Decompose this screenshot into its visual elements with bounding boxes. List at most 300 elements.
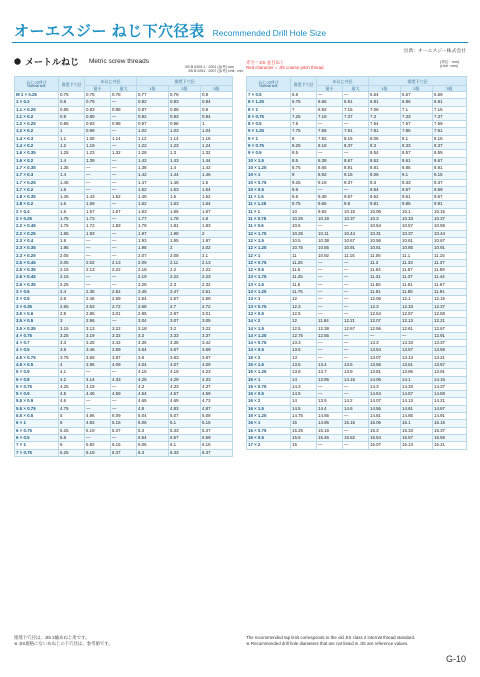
thread-size-cell: 2.3 × 0.35 [15, 245, 59, 252]
value-cell: 2.02 [85, 259, 111, 266]
value-cell: 5.37 [201, 427, 233, 434]
value-cell: 2.13 [111, 259, 137, 266]
value-cell: 5.1 [169, 420, 201, 427]
value-cell: 7.65 [317, 128, 343, 135]
value-cell: — [111, 201, 137, 208]
value-cell: 11.61 [401, 281, 433, 288]
value-cell: 5.09 [201, 413, 233, 420]
value-cell: 14.15 [343, 376, 369, 383]
value-cell: 3.5 [59, 347, 85, 354]
value-cell: 14.4 [317, 405, 343, 412]
value-cell: 1.08 [85, 135, 111, 142]
thread-size-cell: 12 × 1.25 [247, 245, 291, 252]
value-cell: 4.33 [169, 383, 201, 390]
value-cell: 11.15 [433, 252, 467, 259]
value-cell: 12.15 [433, 296, 467, 303]
thread-size-cell: 1.8 × 0.2 [15, 201, 59, 208]
value-cell: 3.01 [111, 310, 137, 317]
value-cell: 12.21 [433, 318, 467, 325]
value-cell: 1.45 [59, 179, 85, 186]
table-row [15, 201, 233, 208]
table-row [15, 310, 233, 317]
thread-size-cell: 9 × 1 [247, 135, 291, 142]
value-cell: 4.73 [201, 398, 233, 405]
table-row [15, 427, 233, 434]
value-cell: 3.87 [201, 354, 233, 361]
value-cell: 1.5 [169, 194, 201, 201]
value-cell: 8.91 [433, 164, 467, 171]
value-cell: 10.92 [317, 252, 343, 259]
value-cell: 1.52 [201, 194, 233, 201]
value-cell: 9.5 [291, 194, 317, 201]
value-cell: 1.63 [137, 208, 169, 215]
value-cell: 11.57 [401, 267, 433, 274]
value-cell: 7.59 [433, 121, 467, 128]
value-cell: — [343, 92, 369, 99]
value-cell: 11.15 [343, 252, 369, 259]
value-cell: 15.07 [369, 442, 401, 449]
value-cell: 7.19 [317, 113, 343, 120]
table-row [15, 143, 233, 150]
thread-size-cell: 8 × 1 [247, 106, 291, 113]
table-row [15, 230, 233, 237]
value-cell: — [111, 128, 137, 135]
value-cell: 2.4 [59, 289, 85, 296]
value-cell: 4.69 [169, 398, 201, 405]
header-recommended-grade: 推奨下穴径 [369, 77, 467, 86]
table-row [247, 230, 467, 237]
value-cell: 11.33 [401, 259, 433, 266]
value-cell: 5.54 [137, 434, 169, 441]
value-cell: 1.22 [137, 143, 169, 150]
value-cell: 3.38 [169, 340, 201, 347]
thread-size-cell: 4.5 × 0.75 [15, 354, 59, 361]
thread-size-cell: 3.5 × 0.35 [15, 325, 59, 332]
value-cell: 9.3 [369, 179, 401, 186]
section-title-en: Metric screw threads [89, 58, 149, 65]
table-row [15, 442, 233, 449]
value-cell: 1.79 [137, 223, 169, 230]
table-row [247, 223, 467, 230]
value-cell: 10.91 [433, 245, 467, 252]
value-cell: — [343, 383, 369, 390]
table-row [247, 318, 467, 325]
value-cell: 3.07 [169, 318, 201, 325]
value-cell: — [369, 332, 401, 339]
page-number: G-10 [445, 654, 466, 664]
value-cell: 1.72 [85, 223, 111, 230]
value-cell: — [111, 281, 137, 288]
value-cell: 15.54 [369, 434, 401, 441]
value-cell: 8.38 [317, 157, 343, 164]
thread-size-cell: 15 × 1.5 [247, 361, 291, 368]
value-cell: 15.3 [369, 427, 401, 434]
value-cell: 14.56 [369, 405, 401, 412]
value-cell: 1.93 [137, 237, 169, 244]
value-cell: 2.9 [59, 310, 85, 317]
value-cell: — [317, 340, 343, 347]
value-cell: 10.67 [343, 237, 369, 244]
value-cell: 2.19 [137, 274, 169, 281]
value-cell: 13.33 [401, 340, 433, 347]
value-cell: 12.54 [369, 310, 401, 317]
value-cell: 1.5 [59, 186, 85, 193]
value-cell: 15 [291, 420, 317, 427]
table-row [15, 252, 233, 259]
value-cell: 12.38 [317, 325, 343, 332]
value-cell: 9.52 [369, 194, 401, 201]
title-rule [12, 42, 468, 43]
value-cell: 9 [291, 172, 317, 179]
value-cell: 14.85 [401, 413, 433, 420]
value-cell: 2.28 [137, 281, 169, 288]
value-cell: 1.35 [59, 164, 85, 171]
value-cell: — [343, 121, 369, 128]
unit-line: mm [228, 65, 234, 69]
value-cell: 11.91 [433, 289, 467, 296]
thread-size-cell: 7 × 1 [15, 442, 59, 449]
value-cell: 8.54 [369, 150, 401, 157]
value-cell: 6.91 [433, 99, 467, 106]
value-cell: 14.61 [401, 405, 433, 412]
value-cell: 1.62 [137, 201, 169, 208]
value-cell: 4.25 [59, 383, 85, 390]
thread-size-cell: 4 × 0.75 [15, 332, 59, 339]
table-row [15, 99, 233, 106]
thread-size-cell: 12 × 1.75 [247, 230, 291, 237]
thread-size-cell: 15 × 0.5 [247, 391, 291, 398]
value-cell: 4.3 [137, 383, 169, 390]
value-cell: 2.46 [85, 296, 111, 303]
value-cell: 0.83 [85, 106, 111, 113]
table-row [247, 179, 467, 186]
value-cell: 14.37 [433, 383, 467, 390]
value-cell: 4.09 [201, 361, 233, 368]
value-cell: 8.06 [369, 135, 401, 142]
value-cell: 3.57 [169, 347, 201, 354]
thread-size-cell: 5 × 0.75 [15, 383, 59, 390]
table-row [15, 150, 233, 157]
value-cell: 10.57 [401, 223, 433, 230]
value-cell: — [317, 92, 343, 99]
thread-size-cell: 14 × 1.25 [247, 332, 291, 339]
value-cell: 8.92 [317, 172, 343, 179]
value-cell: 4.5 [59, 391, 85, 398]
value-cell: 1.77 [137, 216, 169, 223]
value-cell: 6.37 [201, 449, 233, 456]
value-cell: 3.19 [85, 332, 111, 339]
value-cell: 10.5 [291, 237, 317, 244]
value-cell: 5.57 [169, 434, 201, 441]
table-row [247, 274, 467, 281]
value-cell: 5.15 [111, 420, 137, 427]
value-cell: 12.59 [433, 310, 467, 317]
value-cell: 5.3 [137, 427, 169, 434]
value-cell: — [343, 340, 369, 347]
thread-size-cell: 1.8 × 0.35 [15, 194, 59, 201]
value-cell: 1.83 [201, 223, 233, 230]
table-row [247, 332, 467, 339]
value-cell: 1.9 [59, 237, 85, 244]
value-cell: — [343, 259, 369, 266]
table-row [15, 398, 233, 405]
thread-size-cell: 8 × 0.75 [247, 113, 291, 120]
value-cell: 1.48 [137, 194, 169, 201]
value-cell: — [343, 347, 369, 354]
value-cell: 0.9 [201, 106, 233, 113]
value-cell: 10.1 [401, 208, 433, 215]
value-cell: — [111, 143, 137, 150]
value-cell: 13.85 [401, 369, 433, 376]
value-cell: 1.2 [59, 143, 85, 150]
thread-size-cell: 2.6 × 0.35 [15, 281, 59, 288]
value-cell: 12.57 [401, 310, 433, 317]
value-cell: 5.25 [59, 427, 85, 434]
value-cell: 7.75 [291, 128, 317, 135]
table-row [247, 135, 467, 142]
value-cell: 13.91 [433, 369, 467, 376]
value-cell: — [111, 157, 137, 164]
value-cell: — [317, 354, 343, 361]
value-cell: 9.25 [291, 179, 317, 186]
table-row [247, 383, 467, 390]
value-cell: 1.95 [169, 237, 201, 244]
thread-size-cell: 10 × 1.25 [247, 164, 291, 171]
value-cell: — [317, 347, 343, 354]
value-cell: 3.09 [201, 318, 233, 325]
value-cell: 4.8 [137, 405, 169, 412]
table-row [15, 274, 233, 281]
value-cell: 0.89 [85, 113, 111, 120]
value-cell: 0.97 [137, 121, 169, 128]
value-cell: 6.15 [201, 442, 233, 449]
thread-size-cell: 2.3 × 0.4 [15, 237, 59, 244]
thread-size-cell: 1.6 × 0.35 [15, 150, 59, 157]
unit-line: (Unit : mm) [440, 64, 458, 69]
page-subtitle: Recommended Drill Hole Size [212, 28, 327, 38]
thread-size-cell: 1.4 × 0.2 [15, 143, 59, 150]
value-cell: — [343, 310, 369, 317]
value-cell: 2.05 [59, 259, 85, 266]
value-cell: 6.59 [433, 92, 467, 99]
value-cell: 15.37 [433, 427, 467, 434]
thread-size-cell: 7 × 0.75 [15, 449, 59, 456]
value-cell: 10.19 [317, 216, 343, 223]
value-cell: 10.44 [433, 230, 467, 237]
value-cell: 4.59 [201, 391, 233, 398]
table-row [15, 318, 233, 325]
value-cell: — [317, 289, 343, 296]
value-cell: 13.56 [369, 361, 401, 368]
value-cell: 1.57 [85, 208, 111, 215]
value-cell: 4.87 [201, 405, 233, 412]
standard-line: JIS B 0209-1 : 2001 (参考) [184, 65, 227, 69]
value-cell: — [343, 223, 369, 230]
thread-size-cell: 10 × 0.5 [247, 186, 291, 193]
value-cell: 10.65 [317, 245, 343, 252]
value-cell: 6.81 [369, 99, 401, 106]
value-cell: 8.37 [343, 143, 369, 150]
thread-size-cell: 1 × 0.2 [15, 99, 59, 106]
value-cell: 9.15 [433, 172, 467, 179]
thread-size-cell: 1.1 × 0.2 [15, 113, 59, 120]
value-cell: 9.5 [291, 186, 317, 193]
thread-size-cell: 13 × 0.5 [247, 310, 291, 317]
value-cell: 8.15 [343, 135, 369, 142]
table-row [15, 325, 233, 332]
value-cell: 0.92 [137, 113, 169, 120]
value-cell: 4.09 [111, 361, 137, 368]
value-cell: 1.47 [137, 179, 169, 186]
value-cell: 13.57 [401, 347, 433, 354]
value-cell: 4.15 [137, 369, 169, 376]
value-cell: 10.3 [369, 216, 401, 223]
value-cell: 2.09 [137, 259, 169, 266]
value-cell: — [111, 237, 137, 244]
value-cell: 14.65 [317, 413, 343, 420]
value-cell: — [111, 274, 137, 281]
table-row [15, 369, 233, 376]
value-cell: 10.37 [401, 230, 433, 237]
footer-note-left [14, 635, 113, 646]
value-cell: 1.65 [169, 208, 201, 215]
value-cell: — [343, 296, 369, 303]
source-note: 出典：オーエスジー株式会社 [403, 49, 466, 54]
table-row [15, 128, 233, 135]
value-cell: 14.3 [369, 383, 401, 390]
value-cell: 8.85 [401, 164, 433, 171]
table-row [247, 216, 467, 223]
value-cell: 14 [291, 376, 317, 383]
table-row [15, 113, 233, 120]
value-cell: 5.37 [111, 427, 137, 434]
value-cell: — [85, 164, 111, 171]
value-cell: 4.6 [59, 398, 85, 405]
value-cell: 8.5 [291, 157, 317, 164]
table-row [15, 208, 233, 215]
value-cell: 13 [291, 354, 317, 361]
table-row [15, 296, 233, 303]
value-cell: 0.94 [201, 113, 233, 120]
value-cell: 1.43 [85, 194, 111, 201]
header-max: 最大 [111, 86, 137, 92]
value-cell: 3.18 [137, 325, 169, 332]
value-cell: — [317, 303, 343, 310]
table-row [247, 113, 467, 120]
thread-size-cell: 7 × 0.5 [247, 92, 291, 99]
table-row [247, 413, 467, 420]
value-cell: 12.91 [433, 332, 467, 339]
value-cell: — [317, 383, 343, 390]
value-cell: — [111, 245, 137, 252]
value-cell: — [85, 405, 111, 412]
thread-size-cell: 13 × 1 [247, 296, 291, 303]
header-min: 最小 [85, 86, 111, 92]
value-cell: 15.33 [401, 427, 433, 434]
value-cell: 6.92 [317, 106, 343, 113]
value-cell: 6.65 [317, 99, 343, 106]
unit-line: Unit : mm [228, 69, 244, 74]
value-cell: 1.95 [59, 230, 85, 237]
thread-size-cell: 5 × 0.8 [15, 376, 59, 383]
value-cell: 9.85 [401, 201, 433, 208]
table-row [247, 194, 467, 201]
value-cell: 4.25 [137, 376, 169, 383]
thread-size-cell: 12 × 1 [247, 252, 291, 259]
value-cell: 10 [291, 208, 317, 215]
value-cell: 14.15 [433, 376, 467, 383]
value-cell: — [85, 245, 111, 252]
value-cell: 6.91 [343, 99, 369, 106]
value-cell: 15.52 [343, 434, 369, 441]
value-cell: 1 [59, 128, 85, 135]
value-cell: 1.6 [59, 208, 85, 215]
thread-size-cell: 13 × 1.5 [247, 281, 291, 288]
value-cell: 11.25 [291, 259, 317, 266]
table-row [247, 325, 467, 332]
table-row [15, 420, 233, 427]
value-cell: 12.67 [343, 325, 369, 332]
thread-size-cell: 13 × 0.75 [247, 303, 291, 310]
value-cell: 8.59 [433, 150, 467, 157]
value-cell: 9.06 [369, 172, 401, 179]
value-cell: 2.54 [137, 296, 169, 303]
value-cell: 2.08 [169, 252, 201, 259]
value-cell: 11 [291, 252, 317, 259]
value-cell: — [111, 398, 137, 405]
value-cell: 2.95 [137, 310, 169, 317]
value-cell: 15.1 [401, 420, 433, 427]
value-cell: 0.95 [59, 121, 85, 128]
value-cell: — [343, 303, 369, 310]
thread-size-cell: 9 × 1.25 [247, 128, 291, 135]
value-cell: 10.33 [401, 216, 433, 223]
value-cell: 3.25 [59, 332, 85, 339]
header-size: ねじの呼び Nominal size [15, 77, 59, 92]
value-cell: 10.31 [369, 230, 401, 237]
value-cell: 14.67 [433, 405, 467, 412]
thread-size-cell: 6 × 0.5 [15, 434, 59, 441]
value-cell: — [111, 186, 137, 193]
value-cell: 7.57 [401, 121, 433, 128]
value-cell: 13.37 [433, 340, 467, 347]
header-col-2: 2級 [169, 86, 201, 92]
value-cell: 0.75 [59, 92, 85, 99]
table-row [247, 442, 467, 449]
table-row [15, 434, 233, 441]
value-cell: 1.93 [85, 230, 111, 237]
value-cell: — [85, 172, 111, 179]
value-cell: 13.3 [369, 340, 401, 347]
value-cell: 12.33 [401, 303, 433, 310]
table-row [15, 92, 233, 99]
thread-size-cell: 4.5 × 0.5 [15, 361, 59, 368]
value-cell: 11.31 [369, 274, 401, 281]
value-cell: 7.91 [343, 128, 369, 135]
table-row [15, 391, 233, 398]
value-cell: 1.73 [85, 216, 111, 223]
value-cell: — [343, 442, 369, 449]
value-cell: 1.38 [137, 164, 169, 171]
header-col-3: 3級 [433, 86, 467, 92]
value-cell: 6.19 [85, 449, 111, 456]
value-cell: 1.1 [59, 135, 85, 142]
table-row [247, 237, 467, 244]
value-cell: 10.44 [343, 230, 369, 237]
value-cell: 0.83 [169, 99, 201, 106]
thread-size-cell: 15 × 2 [247, 354, 291, 361]
value-cell: 0.77 [137, 92, 169, 99]
